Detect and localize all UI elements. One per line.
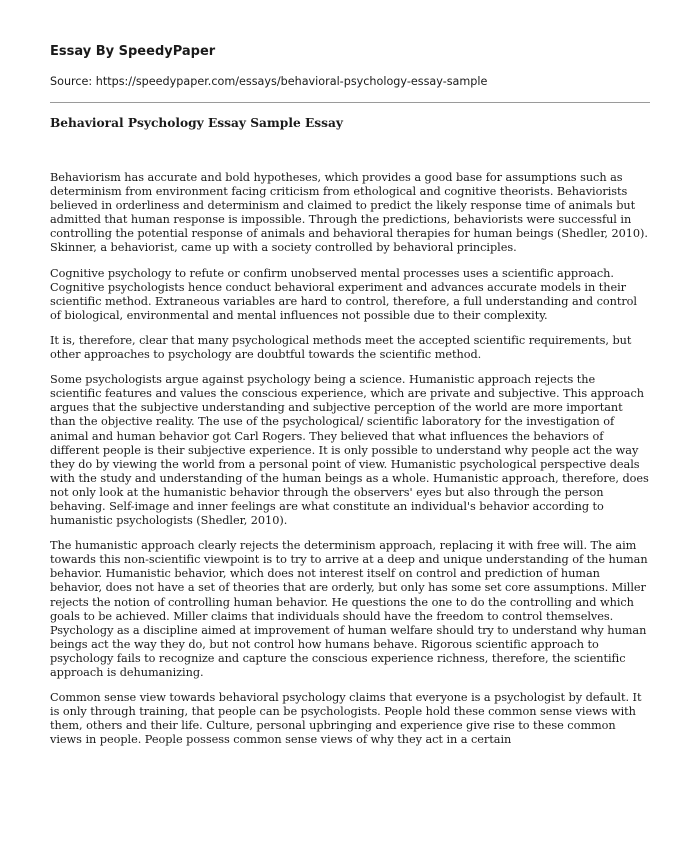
paragraph: Some psychologists argue against psychology being a science. Humanistic approach rejects the scientific features and values the conscious experience, which are private and subjective. This approach argues that the subjective understanding and subjective perception of the world are more important than the objective reality. The use of the psychological/ scientific laboratory for the investigation of animal and human behavior got Carl Rogers. They believed that what influences the behaviors of different people is their subjective experience. It is only possible to understand why people act the way they do by viewing the world from a personal point of view. Humanistic psychological perspective deals with the study and understanding of the human beings as a whole. Humanistic approach, therefore, does not only look at the humanistic behavior through the observers' eyes but also through the person behaving. Self-image and inner feelings are what constitute an individual's behavior according to humanistic psychologists (Shedler, 2010).	[50, 373, 649, 528]
essay-body	[50, 171, 650, 747]
paragraph: Cognitive psychology to refute or confirm unobserved mental processes uses a scientific approach. Cognitive psychologists hence conduct behavioral experiment and advances accurate models in their scientific method. Extraneous variables are hard to control, therefore, a full understanding and control of biological, environmental and mental influences not possible due to their complexity.	[50, 266, 637, 322]
header-divider	[50, 102, 650, 103]
essay-title: Behavioral Psychology Essay Sample Essay	[50, 116, 343, 130]
paragraph: Common sense view towards behavioral psychology claims that everyone is a psychologist by default. It is only through training, that people can be psychologists. People hold these common sense views with them, others and their life. Culture, personal upbringing and experience give rise to these common views in people. People possess common sense views of why they act in a certain	[50, 691, 642, 747]
source-line: Source: https://speedypaper.com/essays/behavioral-psychology-essay-sample	[50, 75, 488, 88]
paragraph: It is, therefore, clear that many psychological methods meet the accepted scientific requirements, but other approaches to psychology are doubtful towards the scientific method.	[50, 333, 632, 362]
paragraph: Behaviorism has accurate and bold hypotheses, which provides a good base for assumptions such as determinism from environment facing criticism from ethological and cognitive theorists. Behaviorists believed in orderliness and determinism and claimed to predict the likely response time of animals but admitted that human response is impossible. Through the predictions, behaviorists were successful in controlling the potential response of animals and behavioral therapies for human beings (Shedler, 2010). Skinner, a behaviorist, came up with a society controlled by behavioral principles.	[50, 171, 648, 255]
paragraph: The humanistic approach clearly rejects the determinism approach, replacing it with free will. The aim towards this non-scientific viewpoint is to try to arrive at a deep and unique understanding of the human behavior. Humanistic behavior, which does not interest itself on control and prediction of human behavior, does not have a set of theories that are orderly, but only has some set core assumptions. Miller rejects the notion of controlling human behavior. He questions the one to do the controlling and which goals to be achieved. Miller claims that individuals should have the freedom to control themselves. Psychology as a discipline aimed at improvement of human welfare should try to understand why human beings act the way they do, but not control how humans behave. Rigorous scientific approach to psychology fails to recognize and capture the conscious experience richness, therefore, the scientific approach is dehumanizing.	[50, 539, 648, 679]
header-title: Essay By SpeedyPaper	[50, 44, 216, 59]
